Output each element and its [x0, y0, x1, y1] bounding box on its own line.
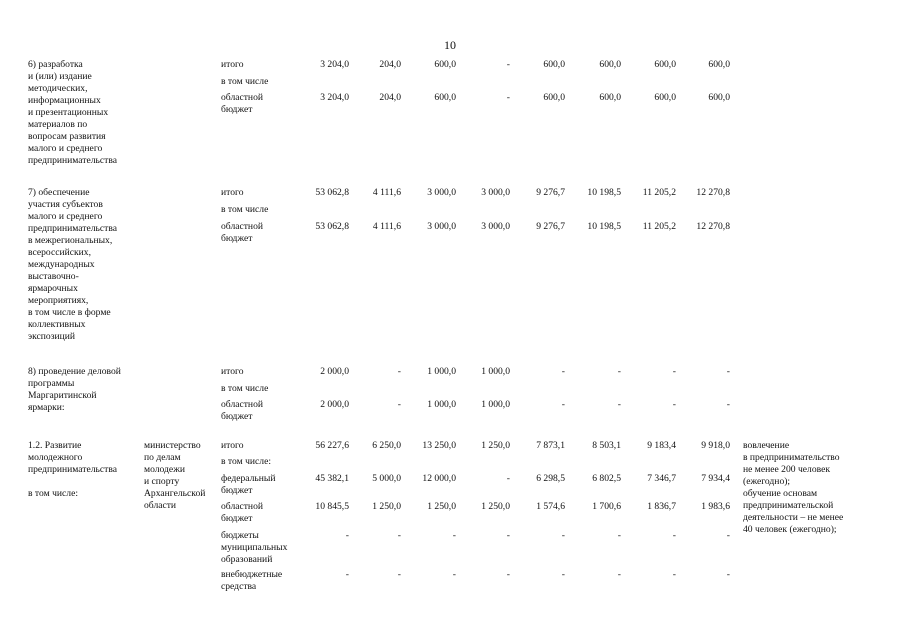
- funding-cell: -: [672, 366, 676, 377]
- funding-cell: 56 227,6: [315, 440, 349, 451]
- funding-source-label: областной: [221, 399, 264, 410]
- measure-text-line: материалов по: [28, 119, 88, 130]
- funding-cell: 9 276,7: [536, 187, 565, 198]
- funding-cell: -: [617, 530, 621, 541]
- measure-text-line: экспозиций: [28, 331, 76, 342]
- funding-cell: 1 250,0: [481, 440, 510, 451]
- funding-cell: 1 000,0: [481, 399, 510, 410]
- funding-cell: 1 836,7: [647, 501, 676, 512]
- funding-cell: -: [726, 530, 730, 541]
- funding-source-label: образований: [221, 554, 273, 565]
- funding-cell: 10 198,5: [587, 221, 621, 232]
- funding-cell: 12 270,8: [696, 221, 730, 232]
- funding-cell: -: [345, 569, 349, 580]
- funding-cell: 600,0: [599, 92, 621, 103]
- funding-source-label: средства: [221, 581, 257, 592]
- funding-cell: 2 000,0: [320, 366, 349, 377]
- funding-cell: 1 250,0: [427, 501, 456, 512]
- funding-cell: 2 000,0: [320, 399, 349, 410]
- funding-cell: 204,0: [379, 59, 401, 70]
- executor-text-line: Архангельской: [144, 488, 206, 499]
- funding-cell: -: [345, 530, 349, 541]
- funding-source-label: областной: [221, 501, 264, 512]
- executor-text-line: молодежи: [144, 464, 185, 475]
- funding-cell: 600,0: [599, 59, 621, 70]
- funding-cell: 9 276,7: [536, 221, 565, 232]
- funding-source-label: итого: [221, 440, 244, 451]
- measure-text-line: 6) разработка: [28, 59, 83, 70]
- measure-text-line: мероприятиях,: [28, 295, 89, 306]
- funding-cell: 7 873,1: [536, 440, 565, 451]
- measure-text-line: участия субъектов: [28, 199, 103, 210]
- funding-source-label: федеральный: [221, 473, 276, 484]
- funding-cell: 3 000,0: [427, 187, 456, 198]
- funding-source-label: бюджет: [221, 233, 253, 244]
- funding-cell: 3 000,0: [481, 221, 510, 232]
- funding-cell: 1 000,0: [427, 366, 456, 377]
- measure-text-line: 8) проведение деловой: [28, 366, 121, 377]
- funding-source-label: итого: [221, 59, 244, 70]
- funding-cell: -: [726, 366, 730, 377]
- funding-cell: 6 298,5: [536, 473, 565, 484]
- funding-source-label: областной: [221, 92, 264, 103]
- measure-text-line: в том числе в форме: [28, 307, 111, 318]
- funding-cell: 7 934,4: [701, 473, 730, 484]
- funding-cell: 1 700,6: [592, 501, 621, 512]
- funding-cell: 1 250,0: [481, 501, 510, 512]
- funding-cell: 11 205,2: [642, 187, 676, 198]
- result-text-line: предпринимательской: [743, 500, 834, 511]
- funding-cell: -: [506, 473, 510, 484]
- funding-cell: -: [397, 569, 401, 580]
- funding-cell: 12 000,0: [422, 473, 456, 484]
- measure-text-line: предпринимательства: [28, 223, 118, 234]
- executor-text-line: области: [144, 500, 177, 511]
- measure-text-line: ярмарочных: [28, 283, 78, 294]
- page-number: 10: [444, 38, 456, 52]
- measure-text-line: вопросам развития: [28, 131, 106, 142]
- funding-cell: 1 000,0: [427, 399, 456, 410]
- funding-cell: -: [561, 399, 565, 410]
- funding-source-label: итого: [221, 187, 244, 198]
- funding-cell: 600,0: [543, 59, 565, 70]
- funding-cell: 7 346,7: [647, 473, 676, 484]
- measure-text-line: и презентационных: [28, 107, 109, 118]
- measure-text-line: и (или) издание: [28, 71, 92, 82]
- funding-source-label: бюджет: [221, 513, 253, 524]
- funding-source-label: в том числе:: [221, 456, 272, 467]
- measure-text-line: 1.2. Развитие: [28, 440, 82, 451]
- funding-source-label: бюджеты: [221, 530, 259, 541]
- funding-cell: -: [397, 530, 401, 541]
- measure-text-line: 7) обеспечение: [28, 187, 90, 198]
- measure-text-line: малого и среднего: [28, 211, 103, 222]
- funding-cell: 600,0: [654, 59, 676, 70]
- funding-source-label: областной: [221, 221, 264, 232]
- measure-text-line: предпринимательства: [28, 155, 118, 166]
- executor-text-line: министерство: [144, 440, 201, 451]
- funding-cell: 4 111,6: [372, 187, 401, 198]
- funding-cell: -: [617, 366, 621, 377]
- funding-source-label: внебюджетные: [221, 569, 283, 580]
- funding-cell: 600,0: [434, 92, 456, 103]
- funding-cell: 12 270,8: [696, 187, 730, 198]
- funding-cell: 4 111,6: [372, 221, 401, 232]
- funding-cell: 13 250,0: [422, 440, 456, 451]
- funding-cell: -: [561, 366, 565, 377]
- funding-cell: -: [672, 569, 676, 580]
- funding-source-label: итого: [221, 366, 244, 377]
- funding-source-label: бюджет: [221, 411, 253, 422]
- measure-text-line: предпринимательства: [28, 464, 118, 475]
- funding-cell: -: [617, 569, 621, 580]
- funding-cell: 600,0: [708, 59, 730, 70]
- funding-cell: 1 000,0: [481, 366, 510, 377]
- funding-cell: -: [672, 399, 676, 410]
- executor-text-line: и спорту: [144, 476, 180, 487]
- funding-cell: 6 802,5: [592, 473, 621, 484]
- funding-cell: -: [397, 399, 401, 410]
- funding-cell: -: [506, 92, 510, 103]
- measure-text-line: ярмарки:: [28, 402, 65, 413]
- funding-cell: 11 205,2: [642, 221, 676, 232]
- funding-cell: 5 000,0: [372, 473, 401, 484]
- funding-cell: -: [561, 569, 565, 580]
- measure-text-line: в том числе:: [28, 488, 79, 499]
- funding-cell: 3 204,0: [320, 59, 349, 70]
- measure-text-line: выставочно-: [28, 271, 79, 282]
- funding-cell: -: [452, 569, 456, 580]
- measure-text-line: малого и среднего: [28, 143, 103, 154]
- funding-cell: 53 062,8: [315, 221, 349, 232]
- executor-text-line: по делам: [144, 452, 181, 463]
- funding-cell: -: [397, 366, 401, 377]
- funding-source-label: бюджет: [221, 485, 253, 496]
- funding-cell: 6 250,0: [372, 440, 401, 451]
- funding-source-label: в том числе: [221, 204, 269, 215]
- measure-text-line: всероссийских,: [28, 247, 91, 258]
- funding-cell: -: [452, 530, 456, 541]
- funding-cell: 10 198,5: [587, 187, 621, 198]
- result-text-line: обучение основам: [743, 488, 818, 499]
- funding-cell: 600,0: [543, 92, 565, 103]
- result-text-line: деятельности – не менее: [743, 512, 844, 523]
- funding-cell: 10 845,5: [315, 501, 349, 512]
- funding-cell: 45 382,1: [315, 473, 349, 484]
- funding-cell: -: [726, 399, 730, 410]
- measure-text-line: Маргаритинской: [28, 390, 97, 401]
- funding-cell: 1 250,0: [372, 501, 401, 512]
- funding-cell: -: [726, 569, 730, 580]
- funding-cell: 600,0: [654, 92, 676, 103]
- funding-cell: -: [506, 569, 510, 580]
- measure-text-line: коллективных: [28, 319, 86, 330]
- funding-cell: -: [617, 399, 621, 410]
- result-text-line: (ежегодно);: [743, 476, 791, 487]
- funding-cell: 600,0: [708, 92, 730, 103]
- funding-cell: -: [506, 59, 510, 70]
- funding-source-label: бюджет: [221, 104, 253, 115]
- funding-cell: 3 204,0: [320, 92, 349, 103]
- funding-cell: -: [672, 530, 676, 541]
- result-text-line: в предпринимательство: [743, 452, 840, 463]
- measure-text-line: молодежного: [28, 452, 83, 463]
- funding-cell: 3 000,0: [481, 187, 510, 198]
- funding-cell: 9 918,0: [701, 440, 730, 451]
- result-text-line: вовлечение: [743, 440, 790, 451]
- funding-cell: 1 983,6: [701, 501, 730, 512]
- measure-text-line: методических,: [28, 83, 88, 94]
- measure-text-line: международных: [28, 259, 95, 270]
- funding-cell: 53 062,8: [315, 187, 349, 198]
- result-text-line: не менее 200 человек: [743, 464, 831, 475]
- funding-cell: 9 183,4: [647, 440, 676, 451]
- funding-cell: -: [561, 530, 565, 541]
- result-text-line: 40 человек (ежегодно);: [743, 524, 837, 535]
- measure-text-line: в межрегиональных,: [28, 235, 113, 246]
- measure-text-line: информационных: [28, 95, 101, 106]
- funding-cell: -: [506, 530, 510, 541]
- funding-source-label: муниципальных: [221, 542, 288, 553]
- measure-text-line: программы: [28, 378, 75, 389]
- funding-source-label: в том числе: [221, 76, 269, 87]
- funding-cell: 1 574,6: [536, 501, 565, 512]
- funding-cell: 8 503,1: [592, 440, 621, 451]
- funding-source-label: в том числе: [221, 383, 269, 394]
- funding-cell: 600,0: [434, 59, 456, 70]
- funding-cell: 3 000,0: [427, 221, 456, 232]
- funding-cell: 204,0: [379, 92, 401, 103]
